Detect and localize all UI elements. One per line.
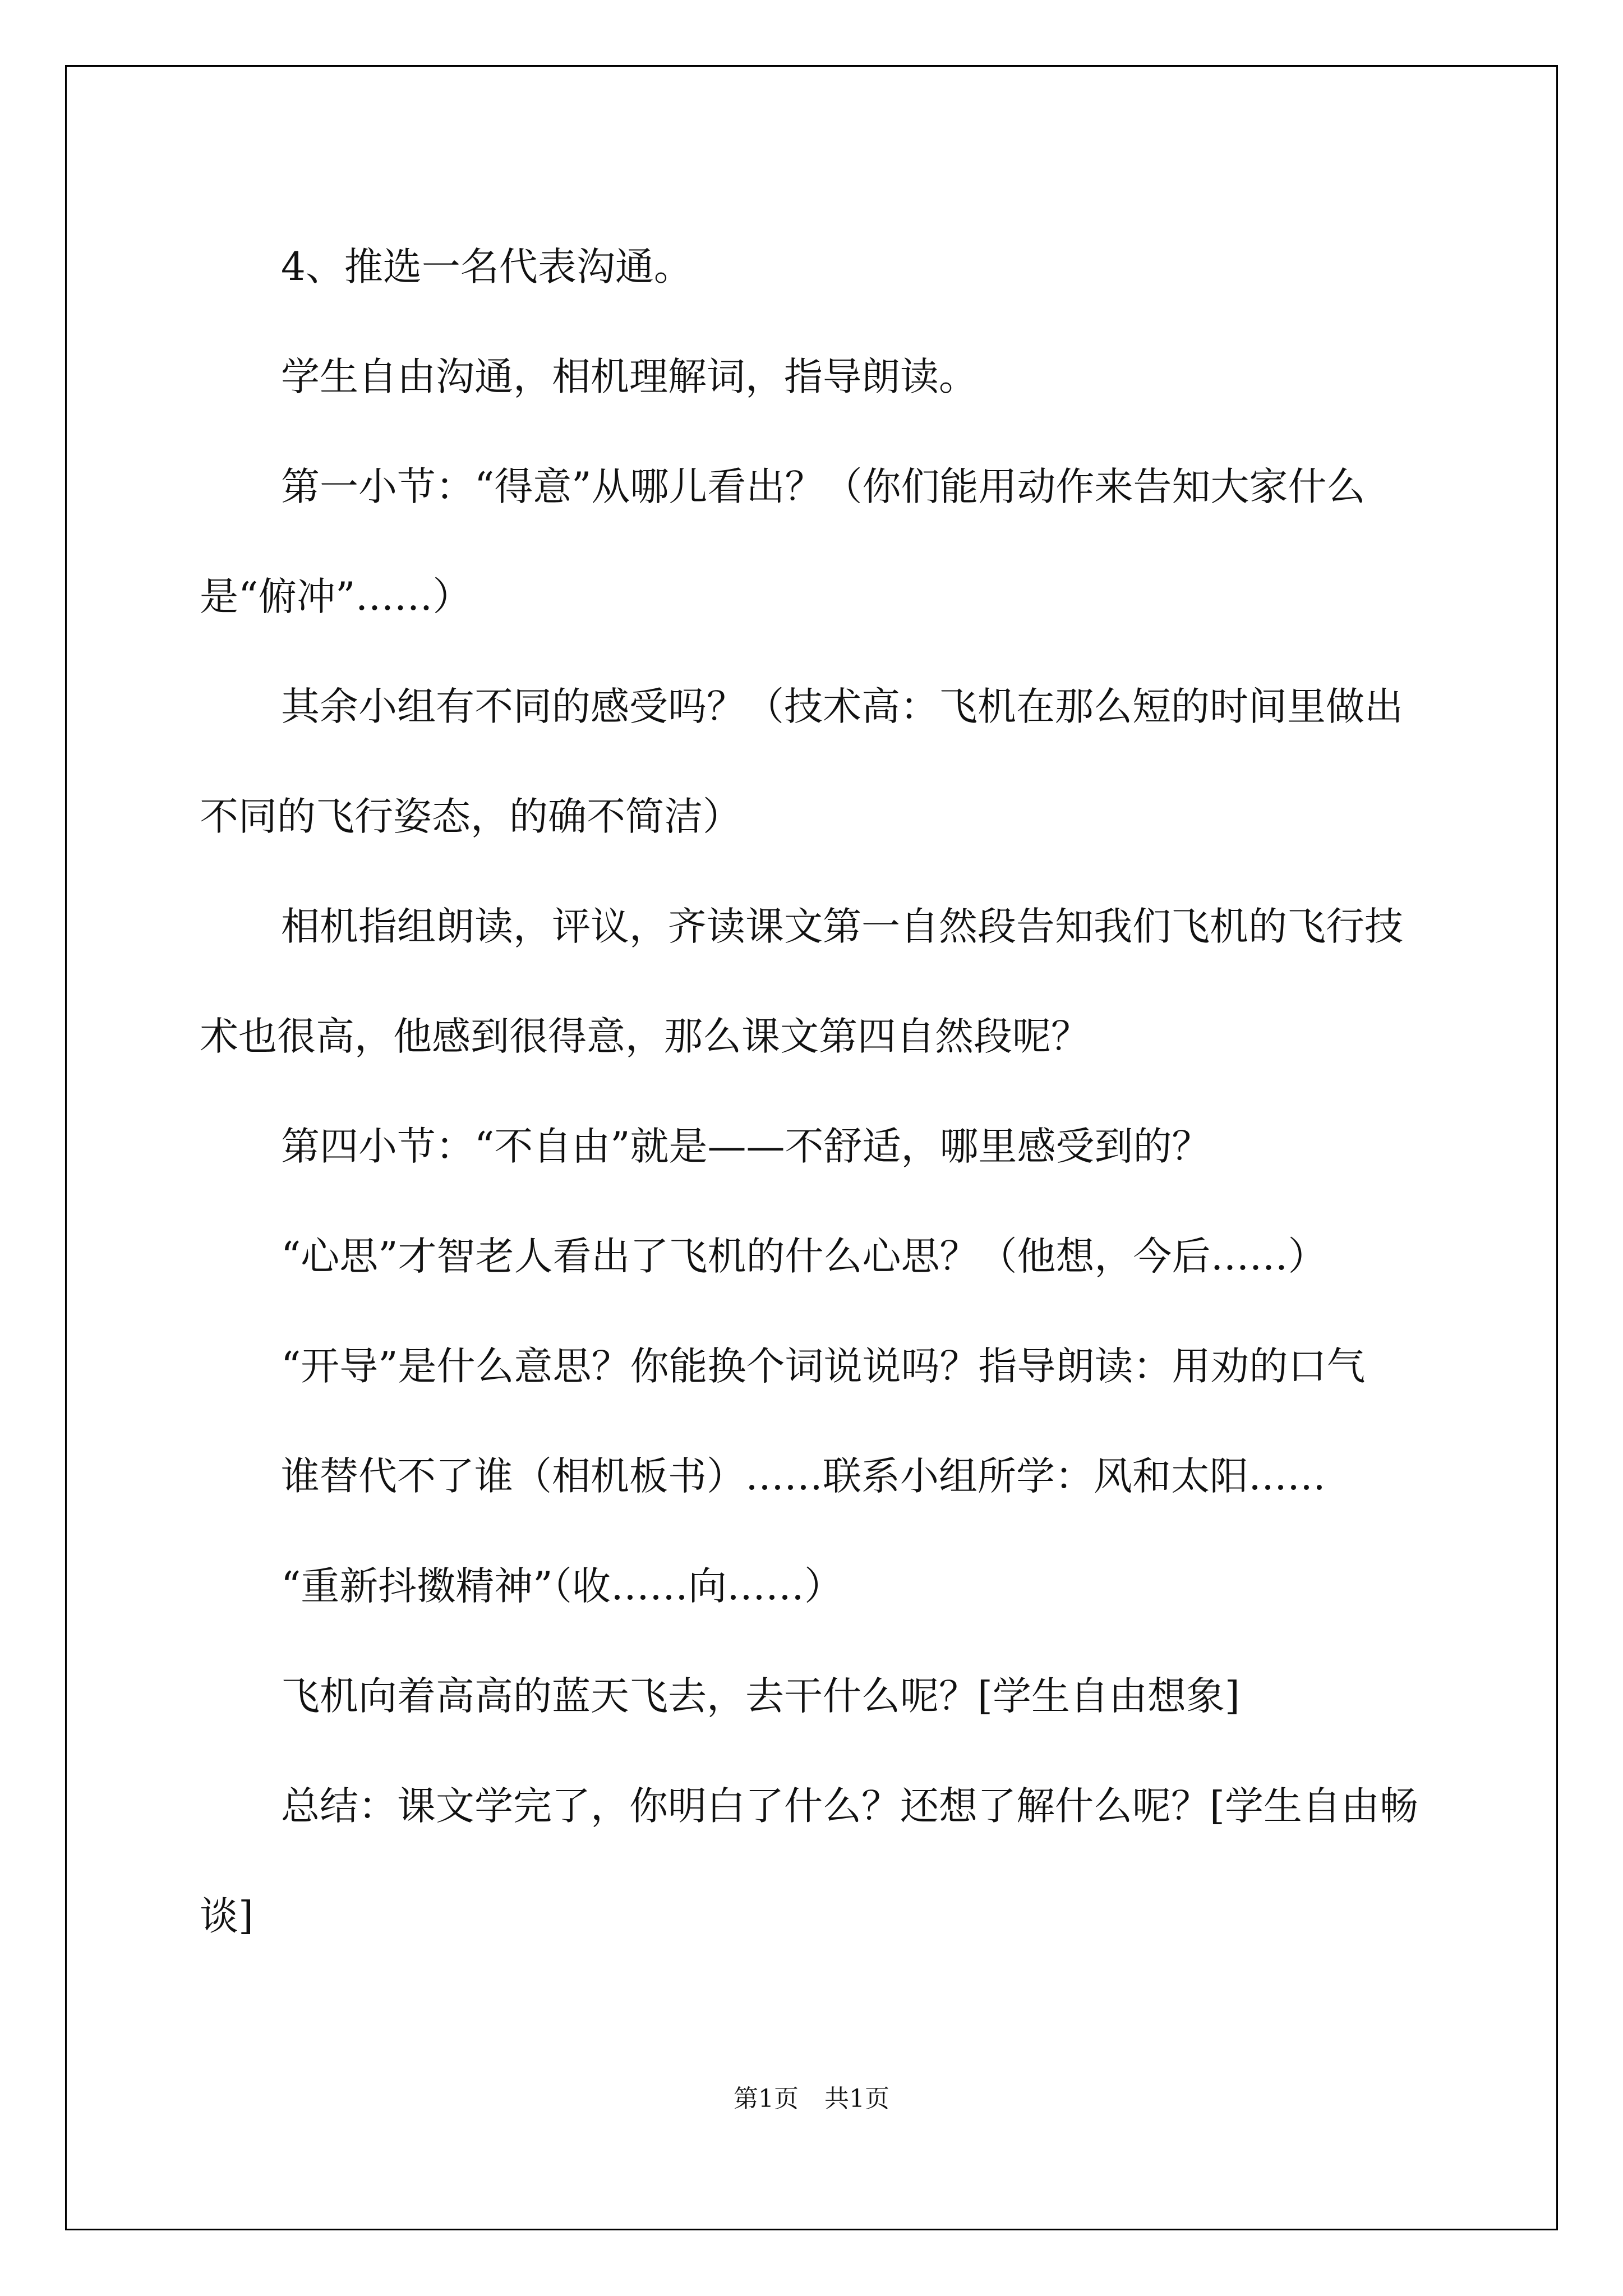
paragraph-10: “重新抖擞精神”（收……向……） [281,1564,843,1609]
paragraph-2: 学生自由沟通，相机理解词，指导朗读。 [281,355,978,399]
page-footer [0,2082,1623,2116]
paragraph-8: “开导”是什么意思？你能换个词说说吗？指导朗读：用劝的口气 [281,1344,1366,1389]
paragraph-6: 第四小节：“不自由”就是——不舒适，哪里感受到的？ [281,1124,1211,1169]
paragraph-12: 总结：课文学完了，你明白了什么？还想了解什么呢？[学生自由畅谈] [200,1784,1418,1939]
paragraph-1: 4、推选一名代表沟通。 [281,245,693,289]
paragraph-3: 第一小节：“得意”从哪儿看出？（你们能用动作来告知大家什么是“俯冲”……） [200,464,1366,619]
document-body [200,212,1428,1971]
page-number-current: 第1页 [734,2085,799,2113]
paragraph-7: “心思”才智老人看出了飞机的什么心思？（他想，今后……） [281,1234,1327,1279]
paragraph-9: 谁替代不了谁（相机板书）……联系小组所学：风和太阳…… [281,1454,1326,1499]
paragraph-11: 飞机向着高高的蓝天飞去，去干什么呢？[学生自由想象] [281,1674,1240,1719]
paragraph-5: 相机指组朗读，评议，齐读课文第一自然段告知我们飞机的飞行技术也很高，他感到很得意，那么课文第四自然段呢？ [200,904,1403,1059]
page-number-total: 共1页 [824,2085,889,2113]
paragraph-4: 其余小组有不同的感受吗？（技术高：飞机在那么短的时间里做出不同的飞行姿态，的确不简洁） [200,684,1403,839]
